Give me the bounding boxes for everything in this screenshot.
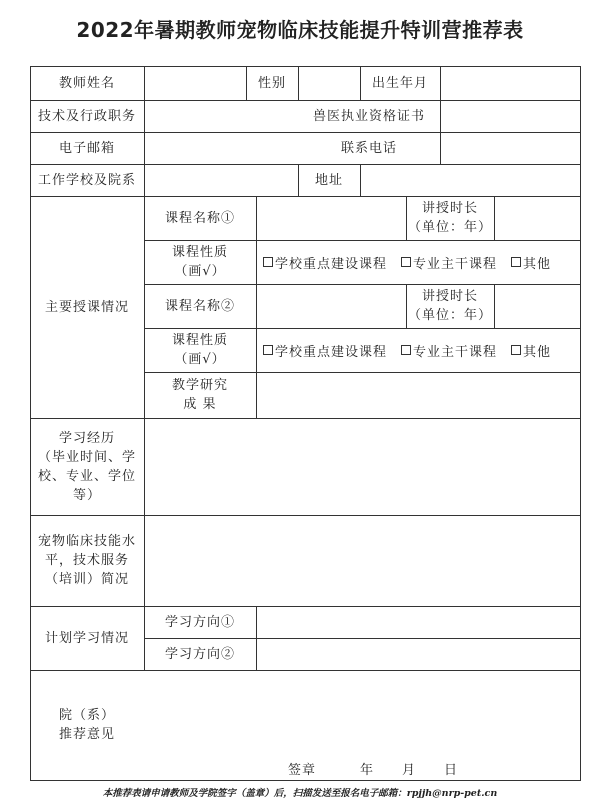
nature2-options (263, 328, 565, 372)
nature1-options (263, 240, 565, 284)
label-nature1 (144, 240, 256, 284)
label-research (144, 372, 256, 418)
research-field[interactable] (257, 373, 580, 418)
skill-line3: （培训）简况 (44, 572, 129, 587)
label-hours1 (406, 196, 494, 240)
checkbox-icon[interactable] (511, 345, 521, 355)
nature2-line1: 课程性质 (171, 333, 228, 348)
course1-field[interactable] (257, 197, 406, 240)
checkbox-icon[interactable] (511, 257, 521, 267)
footer-note: 本推荐表请申请教师及学院签字（盖章）后，扫描发送至报名电子邮箱：rpjjh@nrp-pet.cn (102, 788, 498, 799)
gender-field[interactable] (299, 67, 360, 100)
label-recommend (30, 670, 144, 780)
school-field[interactable] (145, 165, 298, 196)
label-study (30, 418, 144, 515)
checkbox-icon[interactable] (401, 345, 411, 355)
label-skill (30, 515, 144, 606)
course2-field[interactable] (257, 285, 406, 328)
nature2-option-other[interactable]: 其他 (511, 341, 551, 360)
research-line1: 教学研究 (171, 378, 228, 393)
nature1-line1: 课程性质 (171, 245, 228, 260)
month-label: 月 (402, 763, 417, 778)
skill-field[interactable] (145, 516, 580, 606)
study-line2: （毕业时间、学 (37, 449, 136, 465)
label-address: 地址 (314, 172, 343, 188)
label-dir2: 学习方向② (164, 646, 235, 662)
label-dir1: 学习方向① (164, 614, 235, 630)
nature2-option-key[interactable]: 学校重点建设课程 (263, 341, 387, 360)
year-label: 年 (360, 763, 375, 778)
skill-line2: 平，技术服务 (44, 553, 129, 568)
dir1-field[interactable] (257, 607, 580, 638)
teacher-name-field[interactable] (145, 67, 246, 100)
signature-line (288, 759, 458, 778)
title-post-field[interactable] (145, 101, 295, 132)
skill-line1: 宠物临床技能水 (37, 534, 136, 549)
birth-field[interactable] (441, 67, 580, 100)
study-line4: 等） (72, 487, 101, 503)
label-course1: 课程名称① (164, 210, 235, 226)
label-teaching: 主要授课情况 (44, 299, 129, 315)
seal-label: 签章 (288, 763, 317, 778)
label-gender: 性别 (257, 75, 286, 91)
form-title: 2022年暑期教师宠物临床技能提升特训营推荐表 (76, 18, 524, 42)
label-title-post: 技术及行政职务 (37, 108, 136, 124)
nature2-line2: （画√） (174, 352, 226, 367)
day-label: 日 (444, 763, 459, 778)
hours2-line2: （单位：年） (407, 308, 492, 323)
hours2-field[interactable] (495, 285, 580, 328)
nature2-option-main[interactable]: 专业主干课程 (401, 341, 497, 360)
nature1-option-key[interactable]: 学校重点建设课程 (263, 253, 387, 272)
hours1-line2: （单位：年） (407, 220, 492, 235)
checkbox-icon[interactable] (263, 345, 273, 355)
research-line2: 成 果 (183, 397, 217, 412)
nature1-option-other[interactable]: 其他 (511, 253, 551, 272)
dir2-field[interactable] (257, 639, 580, 670)
recommend-line1: 院（系） (58, 708, 115, 723)
email-field[interactable] (145, 133, 295, 164)
label-nature2 (144, 328, 256, 372)
study-line3: 校、专业、学位 (37, 468, 136, 484)
hours1-field[interactable] (495, 197, 580, 240)
label-birth: 出生年月 (371, 75, 428, 91)
vet-cert-field[interactable] (441, 101, 580, 132)
label-plan: 计划学习情况 (44, 630, 129, 646)
hours1-line1: 讲授时长 (421, 201, 478, 216)
label-email: 电子邮箱 (58, 140, 115, 156)
hours2-line1: 讲授时长 (421, 289, 478, 304)
address-field[interactable] (361, 165, 580, 196)
checkbox-icon[interactable] (263, 257, 273, 267)
label-course2: 课程名称② (164, 298, 235, 314)
label-hours2 (406, 284, 494, 328)
study-field[interactable] (145, 419, 580, 515)
label-teacher-name: 教师姓名 (58, 75, 115, 91)
nature1-option-main[interactable]: 专业主干课程 (401, 253, 497, 272)
checkbox-icon[interactable] (401, 257, 411, 267)
label-school: 工作学校及院系 (37, 172, 136, 188)
recommend-line2: 推荐意见 (58, 727, 115, 742)
recommend-field[interactable] (145, 671, 580, 751)
label-vet-cert: 兽医执业资格证书 (312, 108, 425, 124)
phone-field[interactable] (441, 133, 580, 164)
label-phone: 联系电话 (340, 140, 397, 156)
nature1-line2: （画√） (174, 264, 226, 279)
study-line1: 学习经历 (58, 430, 115, 446)
